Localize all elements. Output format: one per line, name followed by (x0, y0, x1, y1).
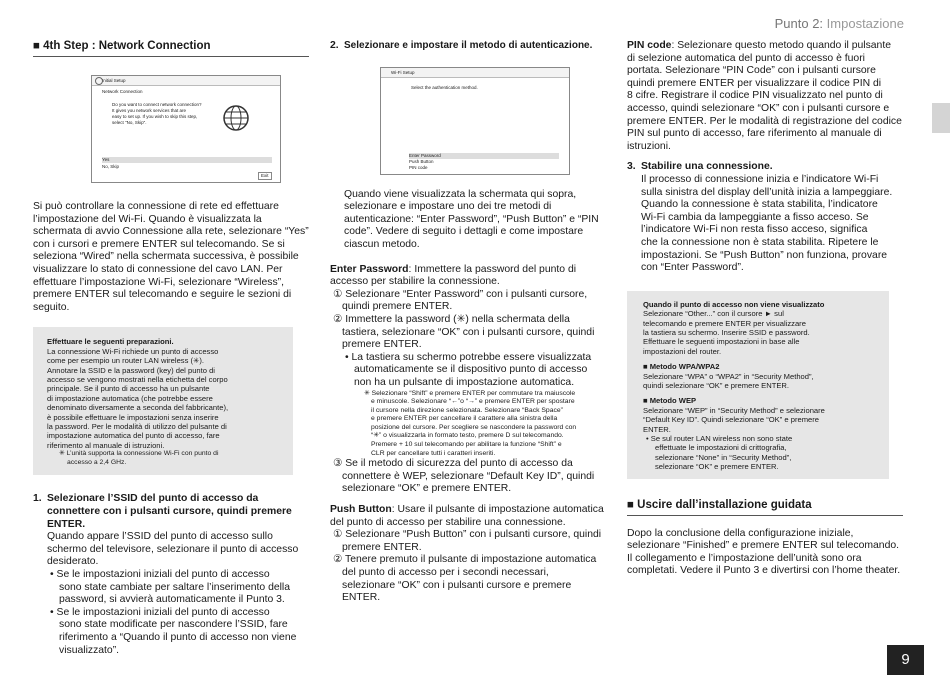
preparation-note-box: Effettuare le seguenti preparazioni. La connessione Wi-Fi richiede un punto di accesso come per esempio un router LAN wireless (✳). Annotare la SSID e la password (key) del punto di accesso se vengono mostrati nella etichetta del corpo principale. Se il punto di accesso ha un pulsante di impostazione automatica (che potrebbe essere denominato diversamente a seconda del fabbricante), è possibile effettuare le impostazioni senza inserire la password. Per le modalità di utilizzo del pulsante di impostazione automatica del punto di accesso, fare riferimento al manuale di istruzioni. ✳ L’unità supporta la connessione Wi-Fi con punto di accesso a 2,4 GHz. (33, 327, 293, 475)
page-edge-tab (932, 103, 950, 133)
option-push-button[interactable]: Push Button (409, 158, 434, 164)
column-2 (330, 40, 608, 605)
globe-icon (222, 104, 250, 132)
push-button-section: Push Button: Usare il pulsante di impostazione automatica del punto di accesso per stabilire una connessione. ① Selezionare “Push Button” con i pulsanti cursore, quindi premere ENTER. ② Tenere premuto il pulsante di impostazione automatica del punto di accesso per i secondi necessari, selezionare “OK” con i pulsanti cursore e premere ENTER. (330, 504, 604, 604)
header-step-label: Punto 2: (774, 16, 824, 31)
note-title: Effettuare le seguenti preparazioni. (47, 337, 174, 347)
gear-icon (95, 77, 103, 85)
authentication-screen (380, 67, 570, 175)
intro-paragraph: Si può controllare la connessione di rete ed effettuare l’impostazione del Wi-Fi. Quando è visualizzata la schermata di avvio Connessione alla rete, selezionare “Yes” con i cursori e premere ENTER sul telecomando. Se si seleziona “Wired” nella schermata successiva, è possibile visualizzare lo stato di connessione del cavo LAN. Per effettuare l’impostazione Wi-Fi, selezionare “Wireless”, premere ENTER sul telecomando e seguire le sezioni di seguito. (33, 201, 309, 313)
screen-option-no[interactable]: No, Skip (102, 164, 120, 169)
screen-exit-button[interactable]: Exit (258, 172, 272, 180)
option-pin-code[interactable]: PIN code (409, 164, 428, 170)
exit-paragraph: Dopo la conclusione della configurazione iniziale, selezionare “Finished” e premere ENTER sul telecomando. Il collegamento e l’impostazione dell’unità sono ora completati. Vedere il Punto 3 e divertirsi con l’home theater. (627, 527, 901, 577)
step-3: 3. Stabilire una connessione. Il processo di connessione inizia e l’indicatore Wi-Fi sulla sinistra del display dell’unità inizia a lampeggiare. Quando la connessione è stata stabilita, l’indicatore Wi-Fi cambia da lampeggiante a fisso acceso. Se l’indicatore Wi-Fi non resta fisso acceso, significa che la connessione non è stata stabilita. Ripetere le impostazioni. Se “Push Button” non funziona, provare con “Enter Password”. (627, 161, 893, 274)
screen-bar: Initial Setup (92, 76, 280, 86)
section-title-network: ■ 4th Step : Network Connection (33, 40, 309, 57)
page-header (775, 16, 904, 31)
enter-password-section: Enter Password: Immettere la password del punto di accesso per stabilire la connessione. ① Selezionare “Enter Password” con i pulsanti cursore, quindi premere ENTER. ② Immettere la password (✳) nella schermata della tastiera, selezionare “OK” con i pulsanti cursore, quindi premere ENTER. • La tastiera su schermo potrebbe essere visualizzata automaticamente se il dispositivo punto di accesso non ha un pulsante di impostazione automatica. ✳ Selezionare “Shift” e premere ENTER per commutare tra maiuscole e minuscole. Selezionare “←”o “→” e premere ENTER per spostare il cursore nella direzione selezionata. Selezionare “Back Space” e premere ENTER per cancellare il carattere alla sinistra della posizione del cursore. Per scegliere se nascondere la password con “✳” o visualizzarla in formato testo, premere D sul telecomando. Premere + 10 sul telecomando per abilitare la funzione “Shift” e CLR per cancellare tutti i caratteri inseriti. ③ Se il metodo di sicurezza del punto di accesso da connettere è WEP, selezionare “Default Key ID”, quindi selezionare “OK” e premere ENTER. (330, 263, 595, 495)
step-1-number: 1. (33, 493, 42, 505)
step-3-number: 3. (627, 161, 636, 173)
step-1: 1. Selezionare l’SSID del punto di accesso da connettere con i pulsanti cursore, quindi premere ENTER. Quando appare l’SSID del punto di accesso sullo schermo del televisore, selezionare il punto di accesso desiderato. • Se le impostazioni iniziali del punto di accesso sono state cambiate per saltare l’inserimento della password, si avvierà automaticamente il Punto 3. • Se le impostazioni iniziali del punto di accesso sono state modificate per nascondere l’SSID, fare riferimento a “Quando il punto di accesso non viene visualizzato”. (33, 493, 299, 656)
step-2-intro: Quando viene visualizzata la schermata qui sopra, selezionare e impostare uno dei tre metodi di autenticazione: “Enter Password”, “Push Button” e “PIN code”. Vedere di seguito i dettagli e come impostare ciascun metodo. (344, 188, 599, 250)
pin-code-section: PIN code: Selezionare questo metodo quando il pulsante di selezione automatica del punto di accesso è fuori portata. Selezionare “PIN Code” con i pulsanti cursore quindi premere ENTER per visualizzare il codice PIN di 8 cifre. Registrare il codice PIN visualizzato nel punto di accesso, quindi selezionare “OK” con i pulsanti cursore e premere ENTER. Per le modalità di registrazione del codice PIN sul punto di accesso, fare riferimento al manuale di istruzioni. (627, 40, 902, 152)
network-connection-screen (91, 75, 281, 183)
screen-bar: Wi-Fi Setup (381, 68, 569, 78)
step-2-number: 2. (330, 40, 339, 51)
screen-heading: Network Connection (102, 89, 143, 94)
column-1 (33, 40, 309, 657)
screen-heading: Select the authentication method. (411, 84, 478, 90)
step-2-title: Selezionare e impostare il metodo di autenticazione. (344, 40, 593, 51)
screen-option-yes[interactable]: Yes (102, 157, 272, 163)
section-title-exit: ■ Uscire dall’installazione guidata (627, 499, 903, 516)
access-point-not-visible-box: Quando il punto di accesso non viene visualizzato Selezionare “Other...” con il cursore ► sul telecomando e premere ENTER per visualizzare la tastiera su schermo. Inserire SSID e password. Effettuare le seguenti impostazioni in base alle impostazioni del router. ■ Metodo WPA/WPA2 Selezionare “WPA” o “WPA2” in “Security Method”, quindi selezionare “OK” e premere ENTER. ■ Metodo WEP Selezionare “WEP” in “Security Method” e selezionare “Default Key ID”. Quindi selezionare “OK” e premere ENTER. • Se sul router LAN wireless non sono state effettuate le impostazioni di crittografia, selezionare “None” in “Security Method”, selezionare “OK” e premere ENTER. (627, 291, 889, 479)
screen-question: Do you want to connect network connection? It gives you network services that are easy to set up. If you wish to skip this step, select "No, Skip". (112, 102, 202, 125)
column-3 (627, 40, 907, 578)
option-enter-password[interactable]: Enter Password (409, 153, 559, 159)
header-step-title: Impostazione (826, 16, 904, 31)
page-number: 9 (887, 645, 924, 675)
